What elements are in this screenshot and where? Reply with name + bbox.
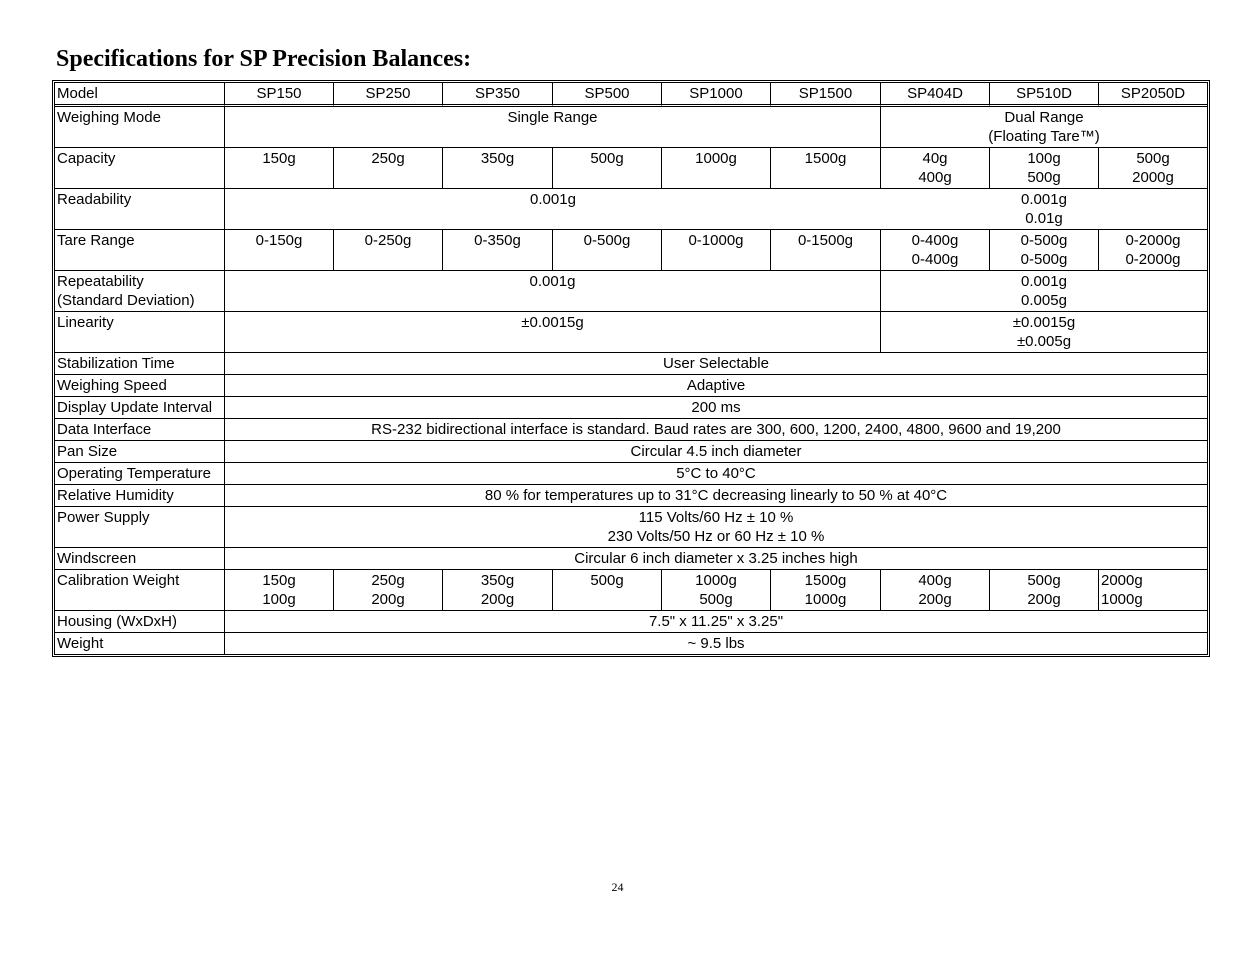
calibration-weight-line: 200g	[1027, 591, 1061, 608]
row-label-linearity: Linearity	[55, 312, 225, 353]
tare-range-cell: 0-1500g	[771, 230, 881, 271]
capacity-cell: 500g	[553, 148, 662, 189]
table-row-display-update-interval	[55, 397, 1207, 419]
capacity-line: 500g	[1136, 150, 1170, 167]
row-label-operating-temperature: Operating Temperature	[55, 463, 225, 485]
display-update-interval-value: 200 ms	[225, 397, 1207, 419]
repeatability-dual-line2: 0.005g	[1021, 292, 1067, 309]
capacity-cell: 250g	[334, 148, 443, 189]
row-label-tare-range: Tare Range	[55, 230, 225, 271]
capacity-line: 500g	[1027, 169, 1061, 186]
row-label-relative-humidity: Relative Humidity	[55, 485, 225, 507]
calibration-weight-cell	[225, 570, 334, 611]
capacity-line: 40g	[922, 150, 948, 167]
repeatability-dual	[881, 271, 1207, 312]
table-row-data-interface	[55, 419, 1207, 441]
tare-range-cell: 0-1000g	[662, 230, 771, 271]
calibration-weight-cell	[1099, 570, 1207, 611]
calibration-weight-cell	[771, 570, 881, 611]
page-number: 24	[611, 880, 624, 894]
data-interface-value: RS-232 bidirectional interface is standard. Baud rates are 300, 600, 1200, 2400, 4800, 9600 and 19,200	[225, 419, 1207, 441]
calibration-weight-line: 500g	[699, 591, 733, 608]
calibration-weight-cell	[662, 570, 771, 611]
table-row-linearity	[55, 312, 1207, 353]
model-sp150: SP150	[225, 83, 334, 107]
row-label-power-supply: Power Supply	[55, 507, 225, 548]
table-row-calibration-weight	[55, 570, 1207, 611]
specifications-table-wrapper	[52, 80, 1210, 657]
capacity-cell: 1000g	[662, 148, 771, 189]
row-label-calibration-weight: Calibration Weight	[55, 570, 225, 611]
table-row-weight	[55, 633, 1207, 654]
calibration-weight-cell	[443, 570, 553, 611]
weighing-mode-dual-line2: (Floating Tare™)	[988, 128, 1100, 145]
capacity-cell: 150g	[225, 148, 334, 189]
row-label-model: Model	[55, 83, 225, 107]
calibration-weight-line: 200g	[480, 591, 515, 608]
row-label-windscreen: Windscreen	[55, 548, 225, 570]
readability-dual-line2: 0.01g	[1025, 210, 1063, 227]
specifications-table	[52, 80, 1210, 657]
calibration-weight-line: 150g	[262, 572, 296, 589]
readability-single: 0.001g	[225, 189, 881, 230]
table-row-weighing-mode	[55, 107, 1207, 148]
table-row-pan-size	[55, 441, 1207, 463]
tare-range-line: 0-500g	[1020, 232, 1068, 249]
tare-range-line: 0-500g	[1020, 251, 1068, 268]
model-sp510d: SP510D	[990, 83, 1099, 107]
tare-range-cell-dual	[1099, 230, 1207, 271]
row-label-display-update-interval: Display Update Interval	[55, 397, 225, 419]
row-label-capacity: Capacity	[55, 148, 225, 189]
repeatability-single: 0.001g	[225, 271, 881, 312]
table-row-operating-temperature	[55, 463, 1207, 485]
tare-range-cell: 0-250g	[334, 230, 443, 271]
tare-range-cell-dual	[881, 230, 990, 271]
calibration-weight-line: 500g	[590, 572, 624, 589]
linearity-dual-line1: ±0.0015g	[1012, 314, 1076, 331]
calibration-weight-line: 1000g	[804, 591, 847, 608]
table-row-repeatability	[55, 271, 1207, 312]
tare-range-line: 0-400g	[911, 251, 959, 268]
power-supply-value	[225, 507, 1207, 548]
model-sp2050d: SP2050D	[1099, 83, 1207, 107]
weighing-mode-dual	[881, 107, 1207, 148]
weighing-mode-single: Single Range	[225, 107, 881, 148]
table-row-stabilization-time	[55, 353, 1207, 375]
readability-dual	[881, 189, 1207, 230]
calibration-weight-cell	[553, 570, 662, 611]
power-supply-line2: 230 Volts/50 Hz or 60 Hz ± 10 %	[607, 528, 825, 545]
calibration-weight-cell	[334, 570, 443, 611]
row-label-weighing-speed: Weighing Speed	[55, 375, 225, 397]
tare-range-line: 0-2000g	[1125, 232, 1181, 249]
model-sp350: SP350	[443, 83, 553, 107]
capacity-line: 400g	[918, 169, 952, 186]
capacity-cell-dual	[881, 148, 990, 189]
calibration-weight-line: 2000g	[1101, 572, 1143, 589]
operating-temperature-value: 5°C to 40°C	[225, 463, 1207, 485]
model-sp1500: SP1500	[771, 83, 881, 107]
relative-humidity-value: 80 % for temperatures up to 31°C decreasing linearly to 50 % at 40°C	[225, 485, 1207, 507]
calibration-weight-line: 200g	[371, 591, 405, 608]
calibration-weight-line: 250g	[371, 572, 405, 589]
weighing-speed-value: Adaptive	[225, 375, 1207, 397]
weighing-mode-dual-line1: Dual Range	[1004, 109, 1084, 126]
calibration-weight-line: 1500g	[804, 572, 847, 589]
table-row-capacity	[55, 148, 1207, 189]
calibration-weight-line: 1000g	[695, 572, 737, 589]
capacity-line: 100g	[1027, 150, 1061, 167]
tare-range-cell: 0-350g	[443, 230, 553, 271]
row-label-repeatability	[55, 271, 225, 312]
row-label-readability: Readability	[55, 189, 225, 230]
calibration-weight-line: 200g	[918, 591, 952, 608]
tare-range-line: 0-400g	[911, 232, 959, 249]
repeatability-dual-line1: 0.001g	[1021, 273, 1067, 290]
readability-dual-line1: 0.001g	[1021, 191, 1067, 208]
capacity-cell: 1500g	[771, 148, 881, 189]
pan-size-value: Circular 4.5 inch diameter	[225, 441, 1207, 463]
capacity-line: 2000g	[1132, 169, 1174, 186]
tare-range-cell: 0-500g	[553, 230, 662, 271]
table-row-housing	[55, 611, 1207, 633]
table-row-model	[55, 83, 1207, 107]
calibration-weight-line: 100g	[262, 591, 296, 608]
row-label-weight: Weight	[55, 633, 225, 654]
table-row-weighing-speed	[55, 375, 1207, 397]
repeatability-label-line1: Repeatability	[57, 273, 144, 290]
power-supply-line1: 115 Volts/60 Hz ± 10 %	[638, 509, 794, 526]
model-sp1000: SP1000	[662, 83, 771, 107]
stabilization-time-value: User Selectable	[225, 353, 1207, 375]
model-sp404d: SP404D	[881, 83, 990, 107]
row-label-data-interface: Data Interface	[55, 419, 225, 441]
capacity-cell-dual	[1099, 148, 1207, 189]
calibration-weight-cell	[990, 570, 1099, 611]
windscreen-value: Circular 6 inch diameter x 3.25 inches high	[225, 548, 1207, 570]
model-sp250: SP250	[334, 83, 443, 107]
page-title: Specifications for SP Precision Balances:	[56, 46, 472, 72]
repeatability-label-line2: (Standard Deviation)	[57, 292, 195, 309]
tare-range-cell: 0-150g	[225, 230, 334, 271]
table-row-relative-humidity	[55, 485, 1207, 507]
row-label-housing: Housing (WxDxH)	[55, 611, 225, 633]
table-row-power-supply	[55, 507, 1207, 548]
linearity-dual-line2: ±0.005g	[1016, 333, 1072, 350]
tare-range-line: 0-2000g	[1125, 251, 1181, 268]
calibration-weight-cell	[881, 570, 990, 611]
row-label-weighing-mode: Weighing Mode	[55, 107, 225, 148]
table-row-windscreen	[55, 548, 1207, 570]
calibration-weight-line: 400g	[918, 572, 952, 589]
linearity-single: ±0.0015g	[225, 312, 881, 353]
model-sp500: SP500	[553, 83, 662, 107]
row-label-pan-size: Pan Size	[55, 441, 225, 463]
calibration-weight-line: 1000g	[1101, 591, 1143, 608]
table-row-tare-range	[55, 230, 1207, 271]
row-label-stabilization-time: Stabilization Time	[55, 353, 225, 375]
calibration-weight-line: 350g	[480, 572, 515, 589]
linearity-dual	[881, 312, 1207, 353]
tare-range-cell-dual	[990, 230, 1099, 271]
capacity-cell-dual	[990, 148, 1099, 189]
capacity-cell: 350g	[443, 148, 553, 189]
housing-value: 7.5" x 11.25" x 3.25"	[225, 611, 1207, 633]
table-row-readability	[55, 189, 1207, 230]
calibration-weight-line: 500g	[1027, 572, 1061, 589]
weight-value: ~ 9.5 lbs	[687, 635, 745, 652]
